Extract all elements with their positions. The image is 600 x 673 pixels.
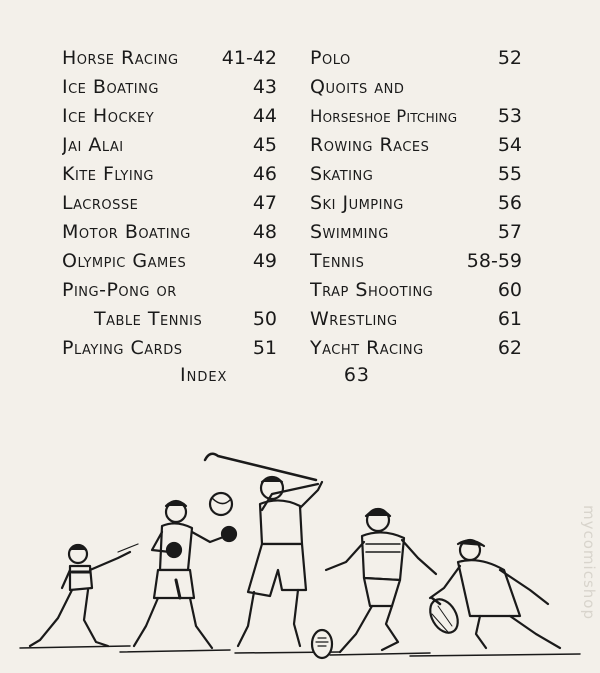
contents-entry: Rowing Races 54 (310, 134, 522, 156)
contents-entry: Ice Hockey 44 (62, 105, 277, 127)
index-entry: Index 63 (180, 364, 370, 386)
sports-illustration (0, 420, 600, 670)
contents-entry: Swimming 57 (310, 221, 522, 243)
contents-entry: Quoits and (310, 76, 405, 98)
contents-entry: Ping-Pong or (62, 279, 177, 301)
contents-entry: Jai Alai 45 (62, 134, 277, 156)
child-figure-icon (30, 544, 138, 646)
boxer-icon (134, 501, 236, 648)
contents-entry: Yacht Racing 62 (310, 337, 522, 359)
contents-entry: Horseshoe Pitching 53 (310, 105, 522, 127)
contents-entry: Lacrosse 47 (62, 192, 277, 214)
football-player-icon (326, 509, 436, 652)
contents-entry: Table Tennis 50 (94, 308, 277, 330)
contents-entry: Tennis 58-59 (310, 250, 522, 272)
contents-entry: Motor Boating 48 (62, 221, 277, 243)
contents-entry: Olympic Games 49 (62, 250, 277, 272)
contents-right-column (310, 44, 522, 363)
tennis-player-icon (425, 540, 560, 648)
ground-lines-icon (20, 646, 580, 656)
contents-entry: Horse Racing 41-42 (62, 47, 277, 69)
football-icon (312, 630, 332, 658)
contents-entry: Ice Boating 43 (62, 76, 277, 98)
contents-entry: Trap Shooting 60 (310, 279, 522, 301)
contents-entry: Wrestling 61 (310, 308, 522, 330)
watermark: mycomicshop (580, 505, 598, 620)
contents-entry: Skating 55 (310, 163, 522, 185)
contents-entry: Kite Flying 46 (62, 163, 277, 185)
golfer-icon (205, 454, 322, 646)
contents-left-column (62, 44, 277, 363)
contents-entry: Playing Cards 51 (62, 337, 277, 359)
contents-entry: Ski Jumping 56 (310, 192, 522, 214)
contents-entry: Polo 52 (310, 47, 522, 69)
